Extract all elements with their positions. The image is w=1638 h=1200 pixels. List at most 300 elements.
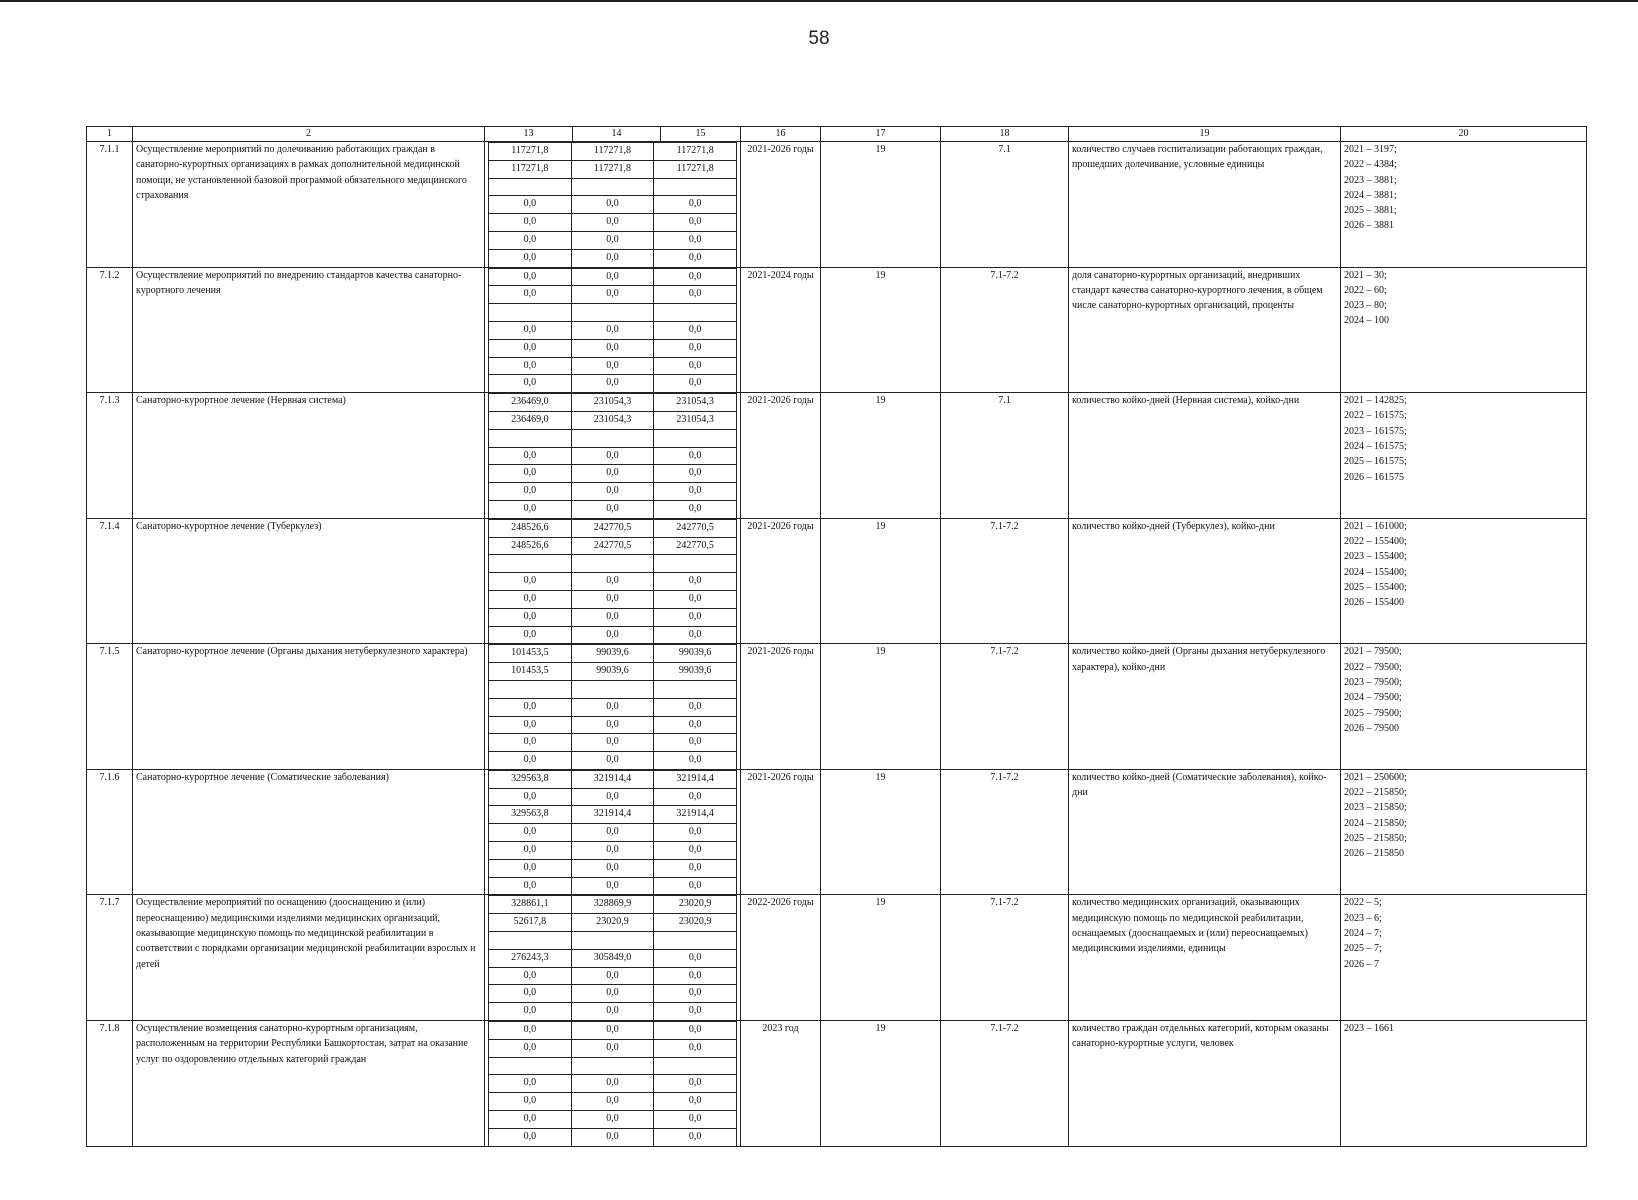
funding-value: 0,0 (654, 339, 737, 357)
funding-value: 0,0 (489, 231, 572, 249)
funding-value: 305849,0 (571, 949, 654, 967)
funding-value: 0,0 (489, 357, 572, 375)
funding-value: 0,0 (654, 626, 737, 643)
target-line: 2023 – 1661 (1344, 1023, 1394, 1035)
table-row (87, 644, 1587, 770)
funding-value: 231054,3 (571, 394, 654, 412)
row-number: 7.1.8 (87, 1021, 133, 1147)
funding-value: 0,0 (654, 842, 737, 860)
column-header: 1 (87, 127, 133, 142)
target-line: 2021 – 250600; (1344, 771, 1407, 783)
funding-value: 117271,8 (654, 160, 737, 178)
funding-value: 0,0 (654, 985, 737, 1003)
funding-value: 0,0 (654, 716, 737, 734)
column-18-value: 7.1-7.2 (941, 895, 1069, 1021)
indicator: количество медицинских организаций, оказывающих медицинскую помощь по медицинской реабилитации, оснащаемых (дооснащаемых и (или) переоснащаемых) медицинскими изделиями, единицы (1069, 895, 1341, 1021)
target-line: 2025 – 3881; (1344, 205, 1397, 217)
funding-value: 248526,6 (489, 519, 572, 537)
funding-values (485, 895, 741, 1021)
funding-values (485, 393, 741, 519)
measure-name: Санаторно-курортное лечение (Туберкулез) (133, 518, 485, 644)
funding-value: 0,0 (489, 447, 572, 465)
funding-value: 0,0 (571, 214, 654, 232)
funding-value: 0,0 (489, 716, 572, 734)
funding-value: 0,0 (654, 500, 737, 517)
target-line: 2026 – 161575 (1344, 471, 1404, 483)
funding-value: 0,0 (489, 268, 572, 286)
row-number: 7.1.6 (87, 769, 133, 895)
funding-value: 117271,8 (489, 160, 572, 178)
funding-value: 0,0 (489, 842, 572, 860)
funding-value: 0,0 (571, 231, 654, 249)
funding-value: 0,0 (654, 1039, 737, 1057)
funding-value: 0,0 (489, 985, 572, 1003)
target-line: 2022 – 79500; (1344, 661, 1402, 673)
target-line: 2025 – 7; (1344, 943, 1382, 955)
header-row (87, 127, 1587, 142)
funding-value (654, 932, 737, 950)
column-18-value: 7.1-7.2 (941, 1021, 1069, 1147)
row-number: 7.1.7 (87, 895, 133, 1021)
funding-value: 0,0 (489, 249, 572, 266)
funding-value: 0,0 (571, 859, 654, 877)
funding-value: 0,0 (654, 447, 737, 465)
funding-value: 0,0 (571, 590, 654, 608)
column-17-value: 19 (821, 1021, 941, 1147)
funding-value: 329563,8 (489, 806, 572, 824)
funding-value: 0,0 (654, 321, 737, 339)
funding-value: 242770,5 (654, 519, 737, 537)
measure-name: Осуществление мероприятий по внедрению стандартов качества санаторно-курортного лечения (133, 267, 485, 393)
targets (1341, 895, 1587, 1021)
funding-value: 0,0 (571, 321, 654, 339)
target-line: 2021 – 30; (1344, 269, 1387, 281)
column-header: 18 (941, 127, 1069, 142)
column-18-value: 7.1-7.2 (941, 769, 1069, 895)
funding-value (654, 429, 737, 447)
funding-value: 0,0 (571, 1128, 654, 1145)
funding-value: 0,0 (489, 1128, 572, 1145)
funding-value: 99039,6 (571, 663, 654, 681)
funding-value (489, 555, 572, 573)
period: 2023 год (741, 1021, 821, 1147)
funding-value (654, 680, 737, 698)
targets (1341, 393, 1587, 519)
funding-value: 0,0 (571, 483, 654, 501)
funding-value (654, 178, 737, 196)
column-17-value: 19 (821, 142, 941, 268)
funding-value: 0,0 (489, 698, 572, 716)
funding-value: 0,0 (654, 214, 737, 232)
funding-value: 117271,8 (571, 160, 654, 178)
indicator: количество койко-дней (Соматические заболевания), койко-дни (1069, 769, 1341, 895)
row-number: 7.1.2 (87, 267, 133, 393)
funding-value: 0,0 (571, 573, 654, 591)
funding-value: 0,0 (571, 357, 654, 375)
funding-value (489, 178, 572, 196)
table-body (87, 142, 1587, 1147)
funding-value: 0,0 (571, 1075, 654, 1093)
column-18-value: 7.1 (941, 393, 1069, 519)
funding-value: 0,0 (571, 1003, 654, 1020)
funding-value: 0,0 (489, 1093, 572, 1111)
target-line: 2022 – 4384; (1344, 159, 1397, 171)
table-row (87, 895, 1587, 1021)
funding-value (654, 1057, 737, 1075)
funding-value: 0,0 (489, 1003, 572, 1020)
measure-name: Осуществление возмещения санаторно-курортным организациям, расположенным на территории Республики Башкортостан, затрат на оказание услуг по оздоровлению отдельных категорий граждан (133, 1021, 485, 1147)
funding-value: 231054,3 (654, 411, 737, 429)
target-line: 2026 – 3881 (1344, 220, 1394, 232)
column-header: 16 (741, 127, 821, 142)
funding-value: 117271,8 (654, 143, 737, 161)
target-line: 2023 – 6; (1344, 912, 1382, 924)
table-row (87, 518, 1587, 644)
target-line: 2021 – 79500; (1344, 646, 1402, 658)
funding-value: 0,0 (654, 249, 737, 266)
column-18-value: 7.1 (941, 142, 1069, 268)
target-line: 2022 – 155400; (1344, 536, 1407, 548)
funding-value: 99039,6 (654, 645, 737, 663)
funding-value: 0,0 (489, 1111, 572, 1129)
funding-value: 0,0 (571, 626, 654, 643)
funding-value: 0,0 (654, 1003, 737, 1020)
funding-value: 0,0 (489, 339, 572, 357)
funding-value: 0,0 (571, 249, 654, 266)
column-header: 20 (1341, 127, 1587, 142)
funding-value: 0,0 (489, 500, 572, 517)
funding-value: 231054,3 (571, 411, 654, 429)
funding-value: 0,0 (571, 339, 654, 357)
column-header: 17 (821, 127, 941, 142)
funding-value: 242770,5 (571, 519, 654, 537)
funding-value: 0,0 (571, 286, 654, 304)
funding-value: 52617,8 (489, 914, 572, 932)
target-line: 2025 – 215850; (1344, 833, 1407, 845)
target-line: 2024 – 215850; (1344, 817, 1407, 829)
funding-value (571, 304, 654, 322)
indicator: количество койко-дней (Органы дыхания нетуберкулезного характера), койко-дни (1069, 644, 1341, 770)
funding-value: 0,0 (654, 465, 737, 483)
target-line: 2024 – 161575; (1344, 441, 1407, 453)
funding-subtable (488, 142, 737, 267)
funding-value: 0,0 (654, 608, 737, 626)
measure-name: Санаторно-курортное лечение (Нервная система) (133, 393, 485, 519)
funding-value: 0,0 (654, 967, 737, 985)
funding-value: 0,0 (489, 465, 572, 483)
target-line: 2023 – 161575; (1344, 425, 1407, 437)
funding-value: 0,0 (571, 985, 654, 1003)
funding-values (485, 267, 741, 393)
funding-value: 0,0 (654, 268, 737, 286)
measure-name: Осуществление мероприятий по долечиванию работающих граждан в санаторно-курортных организациях в рамках дополнительной медицинской помощи, не установленной базовой программой обязательного медицинского страхования (133, 142, 485, 268)
table-row (87, 267, 1587, 393)
funding-value: 117271,8 (571, 143, 654, 161)
funding-value: 23020,9 (654, 896, 737, 914)
indicator: количество граждан отдельных категорий, которым оказаны санаторно-курортные услуги, человек (1069, 1021, 1341, 1147)
funding-subtable (488, 268, 737, 393)
funding-value (571, 1057, 654, 1075)
column-header: 13 (485, 127, 573, 142)
funding-value: 0,0 (489, 286, 572, 304)
funding-value: 101453,5 (489, 645, 572, 663)
funding-value: 0,0 (571, 824, 654, 842)
row-number: 7.1.5 (87, 644, 133, 770)
funding-value: 0,0 (571, 375, 654, 392)
funding-value: 0,0 (654, 734, 737, 752)
funding-value: 0,0 (489, 752, 572, 769)
funding-value: 0,0 (571, 716, 654, 734)
column-17-value: 19 (821, 393, 941, 519)
funding-value: 0,0 (489, 573, 572, 591)
funding-value: 0,0 (571, 698, 654, 716)
funding-value: 0,0 (571, 788, 654, 806)
funding-value: 236469,0 (489, 394, 572, 412)
funding-subtable (488, 1021, 737, 1146)
target-line: 2023 – 79500; (1344, 676, 1402, 688)
funding-subtable (488, 644, 737, 769)
table-row (87, 142, 1587, 268)
funding-value: 0,0 (654, 573, 737, 591)
funding-value: 0,0 (571, 967, 654, 985)
target-line: 2021 – 161000; (1344, 520, 1407, 532)
funding-value: 0,0 (489, 375, 572, 392)
target-line: 2024 – 3881; (1344, 189, 1397, 201)
funding-values (485, 1021, 741, 1147)
column-17-value: 19 (821, 518, 941, 644)
funding-value: 321914,4 (571, 770, 654, 788)
funding-value: 0,0 (571, 1111, 654, 1129)
funding-value (489, 429, 572, 447)
funding-value: 0,0 (489, 1022, 572, 1040)
targets (1341, 142, 1587, 268)
column-17-value: 19 (821, 267, 941, 393)
funding-value: 0,0 (489, 608, 572, 626)
target-line: 2023 – 80; (1344, 300, 1387, 312)
funding-value: 0,0 (654, 698, 737, 716)
measure-name: Санаторно-курортное лечение (Соматические заболевания) (133, 769, 485, 895)
funding-value: 321914,4 (571, 806, 654, 824)
target-line: 2022 – 161575; (1344, 410, 1407, 422)
target-line: 2022 – 215850; (1344, 787, 1407, 799)
funding-value: 0,0 (654, 752, 737, 769)
funding-value: 0,0 (654, 1022, 737, 1040)
table-row (87, 393, 1587, 519)
funding-value: 0,0 (654, 877, 737, 894)
funding-subtable (488, 519, 737, 644)
funding-value (571, 680, 654, 698)
table-row (87, 1021, 1587, 1147)
funding-value: 0,0 (654, 357, 737, 375)
funding-value: 0,0 (654, 483, 737, 501)
indicator: количество койко-дней (Туберкулез), койко-дни (1069, 518, 1341, 644)
funding-value: 0,0 (571, 877, 654, 894)
row-number: 7.1.3 (87, 393, 133, 519)
funding-value (489, 304, 572, 322)
funding-value (489, 932, 572, 950)
column-17-value: 19 (821, 769, 941, 895)
target-line: 2022 – 5; (1344, 897, 1382, 909)
funding-value: 0,0 (489, 590, 572, 608)
funding-value: 0,0 (571, 465, 654, 483)
period: 2021-2026 годы (741, 518, 821, 644)
funding-value: 329563,8 (489, 770, 572, 788)
funding-value: 0,0 (489, 859, 572, 877)
funding-value: 117271,8 (489, 143, 572, 161)
targets (1341, 1021, 1587, 1147)
target-line: 2026 – 215850 (1344, 848, 1404, 860)
funding-value: 0,0 (571, 1039, 654, 1057)
funding-value (489, 680, 572, 698)
targets (1341, 644, 1587, 770)
funding-value: 23020,9 (571, 914, 654, 932)
funding-value: 321914,4 (654, 770, 737, 788)
period: 2022-2026 годы (741, 895, 821, 1021)
target-line: 2026 – 7 (1344, 958, 1379, 970)
funding-value: 99039,6 (571, 645, 654, 663)
row-number: 7.1.1 (87, 142, 133, 268)
target-line: 2021 – 3197; (1344, 144, 1397, 155)
funding-value: 0,0 (489, 967, 572, 985)
funding-value: 236469,0 (489, 411, 572, 429)
funding-value: 0,0 (571, 608, 654, 626)
funding-value: 0,0 (489, 483, 572, 501)
target-line: 2025 – 161575; (1344, 456, 1407, 468)
target-line: 2024 – 100 (1344, 315, 1389, 327)
target-line: 2026 – 155400 (1344, 597, 1404, 609)
funding-values (485, 769, 741, 895)
target-line: 2023 – 215850; (1344, 802, 1407, 814)
funding-value: 0,0 (654, 375, 737, 392)
funding-value: 0,0 (654, 1128, 737, 1145)
target-line: 2026 – 79500 (1344, 722, 1399, 734)
funding-value: 0,0 (654, 590, 737, 608)
funding-subtable (488, 393, 737, 518)
funding-value: 0,0 (654, 859, 737, 877)
page-number: 58 (808, 28, 830, 49)
funding-value: 0,0 (654, 824, 737, 842)
funding-value: 0,0 (489, 1039, 572, 1057)
funding-value: 328869,9 (571, 896, 654, 914)
funding-value: 0,0 (489, 321, 572, 339)
funding-value (489, 1057, 572, 1075)
targets (1341, 769, 1587, 895)
funding-subtable (488, 770, 737, 895)
funding-value (571, 932, 654, 950)
target-line: 2025 – 79500; (1344, 707, 1402, 719)
funding-value (571, 555, 654, 573)
period: 2021-2026 годы (741, 393, 821, 519)
funding-value: 0,0 (654, 196, 737, 214)
indicator: доля санаторно-курортных организаций, внедривших стандарт качества санаторно-курортного лечения, в общем числе санаторно-курортных организаций, проценты (1069, 267, 1341, 393)
funding-value: 0,0 (654, 788, 737, 806)
funding-value: 0,0 (571, 1022, 654, 1040)
funding-value: 0,0 (489, 788, 572, 806)
indicator: количество случаев госпитализации работающих граждан, прошедших долечивание, условные единицы (1069, 142, 1341, 268)
column-17-value: 19 (821, 895, 941, 1021)
funding-value: 276243,3 (489, 949, 572, 967)
funding-value: 0,0 (654, 1111, 737, 1129)
indicator: количество койко-дней (Нервная система), койко-дни (1069, 393, 1341, 519)
funding-value (571, 178, 654, 196)
funding-value: 101453,5 (489, 663, 572, 681)
funding-value: 0,0 (489, 824, 572, 842)
funding-value (654, 555, 737, 573)
column-17-value: 19 (821, 644, 941, 770)
funding-value: 0,0 (654, 286, 737, 304)
funding-value: 99039,6 (654, 663, 737, 681)
column-header: 14 (573, 127, 661, 142)
funding-value: 0,0 (571, 752, 654, 769)
target-line: 2021 – 142825; (1344, 395, 1407, 407)
top-rule (0, 0, 1638, 2)
funding-value: 0,0 (654, 231, 737, 249)
funding-values (485, 142, 741, 268)
funding-value: 23020,9 (654, 914, 737, 932)
column-18-value: 7.1-7.2 (941, 267, 1069, 393)
funding-value: 0,0 (571, 196, 654, 214)
column-header: 19 (1069, 127, 1341, 142)
target-line: 2023 – 155400; (1344, 551, 1407, 563)
funding-value: 0,0 (571, 500, 654, 517)
target-line: 2023 – 3881; (1344, 174, 1397, 186)
column-18-value: 7.1-7.2 (941, 518, 1069, 644)
funding-value: 0,0 (489, 196, 572, 214)
funding-value: 321914,4 (654, 806, 737, 824)
funding-value: 0,0 (654, 1093, 737, 1111)
funding-value: 0,0 (489, 1075, 572, 1093)
target-line: 2024 – 155400; (1344, 566, 1407, 578)
measure-name: Осуществление мероприятий по оснащению (дооснащению и (или) переоснащению) медицинскими изделиями медицинских организаций, оказывающие медицинскую помощь по медицинской реабилитации в соответствии с порядками организации медицинской реабилитации взрослых и детей (133, 895, 485, 1021)
funding-value: 0,0 (489, 214, 572, 232)
funding-value: 0,0 (654, 949, 737, 967)
funding-value: 231054,3 (654, 394, 737, 412)
funding-value: 0,0 (571, 842, 654, 860)
funding-value: 0,0 (571, 1093, 654, 1111)
funding-value: 0,0 (489, 626, 572, 643)
target-line: 2022 – 60; (1344, 284, 1387, 296)
funding-value: 248526,6 (489, 537, 572, 555)
period: 2021-2024 годы (741, 267, 821, 393)
period: 2021-2026 годы (741, 769, 821, 895)
funding-value: 0,0 (571, 734, 654, 752)
funding-values (485, 518, 741, 644)
funding-value: 0,0 (489, 877, 572, 894)
funding-value: 0,0 (654, 1075, 737, 1093)
table-row (87, 769, 1587, 895)
target-line: 2024 – 79500; (1344, 692, 1402, 704)
period: 2021-2026 годы (741, 142, 821, 268)
targets (1341, 267, 1587, 393)
column-header: 2 (133, 127, 485, 142)
funding-value: 0,0 (571, 268, 654, 286)
target-line: 2024 – 7; (1344, 928, 1382, 940)
funding-value: 242770,5 (654, 537, 737, 555)
row-number: 7.1.4 (87, 518, 133, 644)
funding-value: 0,0 (489, 734, 572, 752)
program-table (86, 126, 1587, 1147)
funding-value: 0,0 (571, 447, 654, 465)
funding-values (485, 644, 741, 770)
funding-value: 242770,5 (571, 537, 654, 555)
funding-value: 328861,1 (489, 896, 572, 914)
period: 2021-2026 годы (741, 644, 821, 770)
funding-value (654, 304, 737, 322)
funding-value (571, 429, 654, 447)
target-line: 2025 – 155400; (1344, 581, 1407, 593)
targets (1341, 518, 1587, 644)
column-header: 15 (661, 127, 741, 142)
